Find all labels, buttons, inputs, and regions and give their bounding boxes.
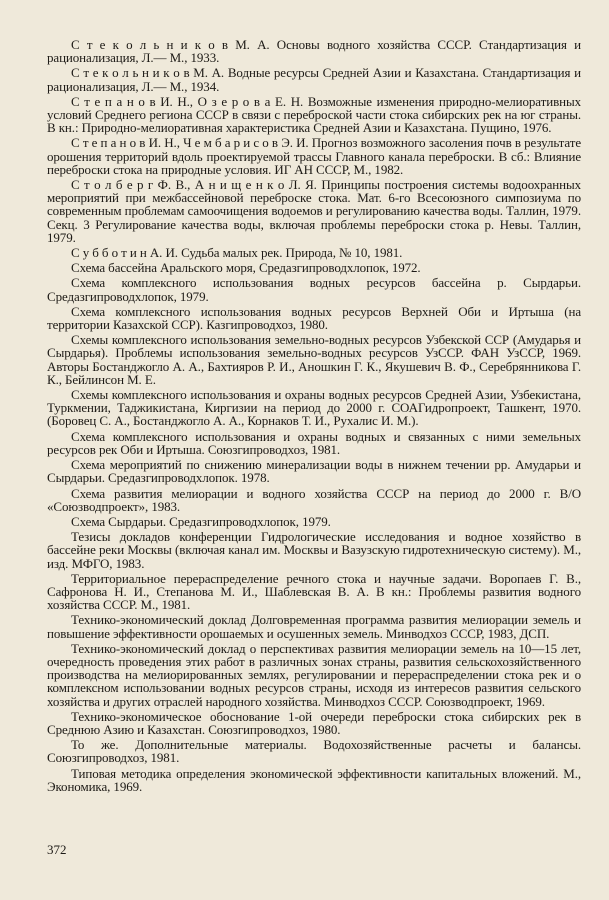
bibliography-entry: Технико-экономический доклад Долговременная программа развития мелиорации земель и повышение эффективности орошаемых и осушенных земель. Минводхоз СССР, 1983, ДСП. [47, 612, 581, 641]
bibliography-entry: Схема комплексного использования водных ресурсов Верхней Оби и Иртыша (на территории Казахской ССР). Казгипроводхоз, 1980. [47, 303, 581, 333]
bibliography-entry: Типовая методика определения экономической эффективности капитальных вложений. М., Экономика, 1969. [47, 765, 581, 794]
bibliography-entry: С т о л б е р г Ф. В., А н и щ е н к о Л. Я. Принципы построения системы водоохранных мероприятий при межбассейновой переброске стока. Мат. 6-го Всесоюзного симпозиума по современным проблемам самоочищения водоемов и регулированию качества воды. Таллин, 1979. Секц. 3 Регулирование качества воды, включая проблемы переброски стока р. Невы. Таллин, 1979. [47, 177, 581, 245]
bibliography-entry: Схема развития мелиорации и водного хозяйства СССР на период до 2000 г. В/О «Союзводпроект», 1983. [47, 485, 581, 514]
bibliography-entry: То же. Дополнительные материалы. Водохозяйственные расчеты и балансы. Союзгипроводхоз, 1981. [47, 737, 581, 766]
bibliography-entry: Тезисы докладов конференции Гидрологические исследования и водное хозяйство в бассейне реки Москвы (включая канал им. Москвы и Вазузскую гидротехническую систему). М., изд. МФГО, 1983. [47, 529, 581, 571]
bibliography-entry: Технико-экономический доклад о перспективах развития мелиорации земель на 10—15 лет, очередность проведения этих работ в различных зонах страны, развития сельскохозяйственного производства на мелиорированных землях, регулировании и перераспределении стока рек и о комплексном использовании водных ресурсов страны, исходя из интересов развития сельского хозяйства и других отраслей народного хозяйства. Минводхоз СССР. Союзводпроект, 1969. [47, 640, 581, 709]
bibliography-entry: Схема комплексного использования и охраны водных и связанных с ними земельных ресурсов рек Оби и Иртыша. Союзгипроводхоз, 1981. [47, 428, 581, 457]
bibliography-entry: Технико-экономическое обоснование 1-ой очереди переброски стока сибирских рек в Среднюю Азию и Казахстан. Союзгипроводхоз, 1980. [47, 708, 581, 737]
bibliography-entry: Схема Сырдарьи. Средазгипроводхлопок, 1979. [71, 513, 331, 529]
bibliography-entry: Схемы комплексного использования земельно-водных ресурсов Узбекской ССР (Амударья и Сырдарья). Проблемы использования земельно-водных ресурсов УзССР. ФАН УзССР, 1969. Авторы Бостанджогло А. А., Бахтияров Р. И., Аношкин Г. К., Якушевич В. Ф., Серебрянникова Г. К., Бейлинсон М. Е. [47, 332, 581, 387]
bibliography-entry: Территориальное перераспределение речного стока и научные задачи. Воропаев Г. В., Сафронова Н. И., Степанова М. И., Шаблевская В. А. В кн.: Проблемы развития водного хозяйства СССР. М., 1981. [47, 570, 581, 613]
bibliography-entry: Схема бассейна Аральского моря, Средазгипроводхлопок, 1972. [71, 260, 421, 276]
page-number: 372 [47, 842, 67, 857]
bibliography-entry: С т е п а н о в И. Н., Ч е м б а р и с о в Э. И. Прогноз возможного засоления почв в результате орошения территорий вдоль проектируемой трассы Главного канала переброски. В сб.: Влияние переброски стока на природные условия. ИГ АН СССР, М., 1982. [47, 135, 581, 177]
bibliography-entry: С т е к о л ь н и к о в М. А. Водные ресурсы Средней Азии и Казахстана. Стандартизация и рационализация, Л.— М., 1934. [47, 65, 581, 94]
bibliography-entry: С т е к о л ь н и к о в М. А. Основы водного хозяйства СССР. Стандартизация и рационализация, Л.— М., 1933. [47, 37, 581, 66]
bibliography-list [47, 38, 581, 793]
bibliography-entry: Схемы комплексного использования и охраны водных ресурсов Средней Азии, Узбекистана, Туркмении, Таджикистана, Киргизии на период до 2000 г. СОАГидропроект, Ташкент, 1970. (Боровец С. А., Бостанджогло А. А., Корнаков Т. И., Рухалис И. М.). [47, 387, 581, 429]
bibliography-entry: С т е п а н о в И. Н., О з е р о в а Е. Н. Возможные изменения природно-мелиоративных условий Среднего региона СССР в связи с переброской части стока сибирских рек на юг страны. В кн.: Природно-мелиоративная характеристика Средней Азии и Казахстана. Пущино, 1976. [47, 93, 581, 136]
bibliography-entry: Схема мероприятий по снижению минерализации воды в нижнем течении рр. Амударьи и Сырдарьи. Средазгипроводхлопок. 1978. [47, 457, 581, 486]
bibliography-entry: С у б б о т и н А. И. Судьба малых рек. Природа, № 10, 1981. [71, 245, 403, 261]
bibliography-entry: Схема комплексного использования водных ресурсов бассейна р. Сырдарьи. Средазгипроводхлопок, 1979. [47, 275, 581, 304]
